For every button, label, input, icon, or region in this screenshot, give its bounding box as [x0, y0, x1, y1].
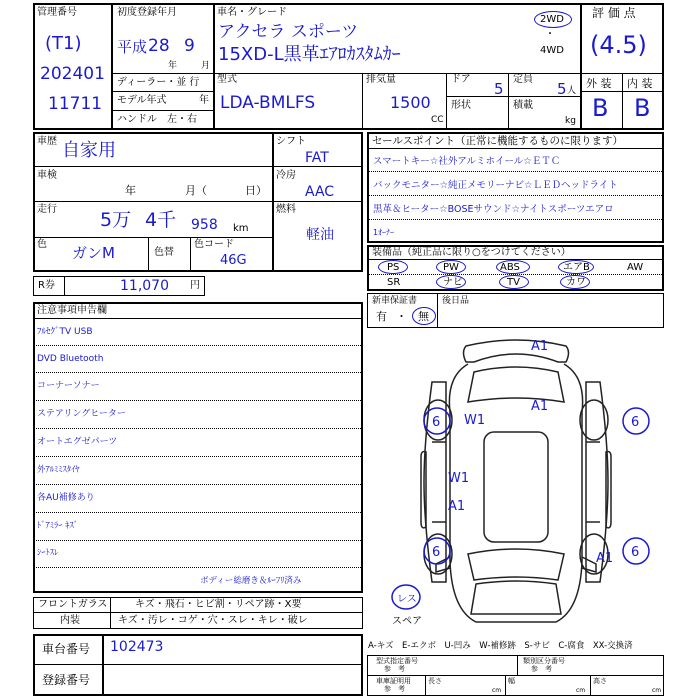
spare-label: スペア — [392, 616, 422, 627]
iro-label: 色 — [37, 239, 47, 250]
cert-label: 車庫証明用 — [376, 677, 411, 685]
note-9: ｼｰﾄｽﾚ — [37, 548, 59, 558]
equipment-title: 装備品（純正品に限り○をつけてください） — [372, 247, 571, 258]
equip-navi-circle — [436, 275, 466, 289]
mark-rear-window: A1 — [531, 399, 549, 414]
front-glass-options: キズ・飛石・ヒビ割・リペア跡・X要 — [135, 599, 302, 610]
equip-tv-circle — [499, 275, 529, 289]
notes-footer: ボディー総磨き＆ﾙｰﾌﾘ済み — [200, 576, 302, 586]
mark-rear-left-side: W1 — [464, 413, 486, 428]
shareki: 自家用 — [62, 140, 116, 161]
kanri-number-1: 202401 — [40, 64, 105, 84]
equip-airbag-circle — [558, 260, 594, 274]
note-1: ﾌﾙｾｸﾞTV USB — [37, 327, 93, 337]
sales-line-1: スマートキー☆社外アルミホイール☆ＥＴＣ — [373, 156, 561, 167]
equip-abs: ABS — [500, 262, 520, 273]
sales-line-4: 1ｵｰﾅｰ — [373, 228, 395, 237]
soko-sen: 4千 — [145, 209, 177, 231]
kanri-number-2: 11711 — [48, 94, 103, 114]
teiin: 5 — [557, 80, 567, 98]
r-ken: 11,070 — [120, 278, 169, 294]
note-3: コーナーソナー — [37, 381, 100, 391]
color-code: 46G — [220, 253, 247, 268]
soko-label: 走行 — [37, 204, 57, 215]
later-items-label: 後日品 — [442, 296, 470, 306]
note-5: オートエグゼパーツ — [37, 437, 118, 447]
naiso-grade: B — [634, 94, 651, 122]
interior-options: キズ・汚レ・コゲ・穴・スレ・キレ・破レ — [118, 615, 308, 626]
warranty-no-circle — [412, 307, 436, 325]
equip-leather-circle — [560, 275, 590, 289]
equip-ps: PS — [387, 262, 400, 273]
warranty-label: 新車保証書 — [372, 296, 418, 306]
sales-title: セールスポイント（正常に機能するものに限ります） — [372, 135, 624, 147]
shareki-label: 車歴 — [37, 136, 57, 147]
equip-sr: SR — [387, 277, 401, 288]
dealer-label: ディーラー・並 行 — [117, 77, 200, 88]
equip-airbag: エアB — [563, 262, 590, 273]
equip-ps-circle — [378, 260, 408, 274]
irogae-label: 色替 — [154, 247, 174, 258]
sales-line-2: バックモニター☆純正メモリーナビ☆ＬＥＤヘッドライト — [373, 180, 618, 191]
shaken-label: 車検 — [37, 170, 57, 181]
note-2: DVD Bluetooth — [37, 354, 104, 364]
car-name: アクセラ スポーツ — [218, 22, 359, 42]
soko-man: 5万 — [100, 209, 132, 231]
class-label: 類別区分番号 — [523, 657, 565, 665]
handle-label: ハンドル 左・右 — [117, 114, 197, 125]
car-name-label: 車名・グレード — [217, 7, 287, 18]
haikiryo-label: 排気量 — [366, 74, 396, 85]
teiin-label: 定員 — [513, 74, 533, 85]
hyoka-label: 評 価 点 — [592, 6, 636, 20]
mark-spoiler: A1 — [531, 339, 549, 354]
notes-title: 注意事項申告欄 — [37, 305, 107, 316]
gaiso-label: 外 装 — [586, 77, 612, 90]
katashiki-label: 型式 — [217, 74, 237, 85]
drive-2wd: 2WD — [540, 14, 564, 25]
warranty-no: 無 — [418, 310, 429, 323]
model-year-label: モデル年式 — [117, 95, 167, 106]
equip-abs-circle — [496, 260, 530, 274]
reibo-label: 冷房 — [276, 170, 296, 181]
era: 平成 — [117, 38, 148, 56]
shift-label: シフト — [276, 136, 306, 147]
note-7: 各AU補修あり — [37, 493, 95, 503]
mark-front-right-wheel: 6 — [631, 545, 640, 560]
note-6: 外ｱﾙﾐﾐｽﾀｲﾔ — [37, 465, 80, 475]
color-code-label: 色コード — [194, 239, 234, 250]
haikiryo: 1500 — [390, 93, 431, 112]
mark-left-door-w: W1 — [448, 471, 470, 486]
car-damage-diagram — [366, 332, 666, 637]
naiso-label: 内 装 — [627, 77, 653, 90]
front-glass-label: フロントガラス — [38, 599, 108, 610]
soko-rest: 958 — [191, 217, 218, 233]
mark-front-left-wheel: 6 — [432, 545, 441, 560]
chassis-label: 車台番号 — [42, 642, 91, 656]
door: 5 — [494, 80, 504, 98]
type-label: 型式指定番号 — [376, 657, 418, 665]
mark-rear-left-wheel: 6 — [432, 415, 441, 430]
equip-navi: ナビ — [443, 277, 463, 288]
reg-year: 28 — [148, 36, 170, 56]
equip-tv: TV — [507, 277, 520, 288]
interior-label: 内装 — [60, 615, 80, 626]
chassis-number: 102473 — [110, 639, 164, 655]
note-4: ステアリングヒーター — [37, 409, 126, 419]
warranty-yes: 有 — [376, 310, 387, 323]
note-8: ﾄﾞｱﾐﾗｰ ｷｽﾞ — [37, 521, 78, 531]
equip-aw: AW — [627, 262, 644, 273]
car-grade: 15XD-L黒革ｴｱﾛｶｽﾀﾑｶｰ — [218, 44, 401, 65]
r-ken-label: R券 — [38, 280, 55, 291]
reibo: AAC — [305, 184, 335, 200]
mark-left-door-a: A1 — [448, 499, 466, 514]
drive-4wd: 4WD — [540, 45, 564, 56]
r-ken-frame — [33, 276, 205, 296]
door-label: ドア — [451, 74, 471, 85]
katashiki: LDA-BMLFS — [220, 93, 316, 113]
equip-leather: カワ — [566, 277, 586, 288]
kanri-code: (T1) — [45, 33, 82, 54]
shift: FAT — [305, 150, 329, 166]
iro: ガンM — [72, 244, 115, 262]
reg-label: 登録番号 — [42, 673, 91, 687]
equip-pw: PW — [443, 262, 459, 273]
reg-month: 9 — [184, 36, 195, 56]
kanri-label: 管理番号 — [37, 7, 77, 18]
nenryo-label: 燃料 — [276, 204, 296, 215]
gaiso-grade: B — [592, 94, 609, 122]
nenryo: 軽油 — [306, 227, 334, 243]
shodo-label: 初度登録年月 — [117, 7, 177, 18]
damage-legend: A-キズ E-エクボ U-凹み W-補修跡 S-サビ C-腐食 XX-交換済 — [368, 641, 633, 651]
sekisai-label: 積載 — [513, 100, 533, 111]
keijo-label: 形状 — [451, 100, 471, 111]
mark-rear-right-wheel: 6 — [631, 415, 640, 430]
hyoka-value: (4.5) — [590, 31, 647, 59]
sales-line-3: 黒革＆ヒーター☆BOSEサウンド☆ナイトスポーツエアロ — [373, 204, 614, 215]
equip-pw-circle — [436, 260, 466, 274]
spare-res: レス — [397, 594, 417, 605]
mark-front-right: A1 — [596, 551, 614, 566]
